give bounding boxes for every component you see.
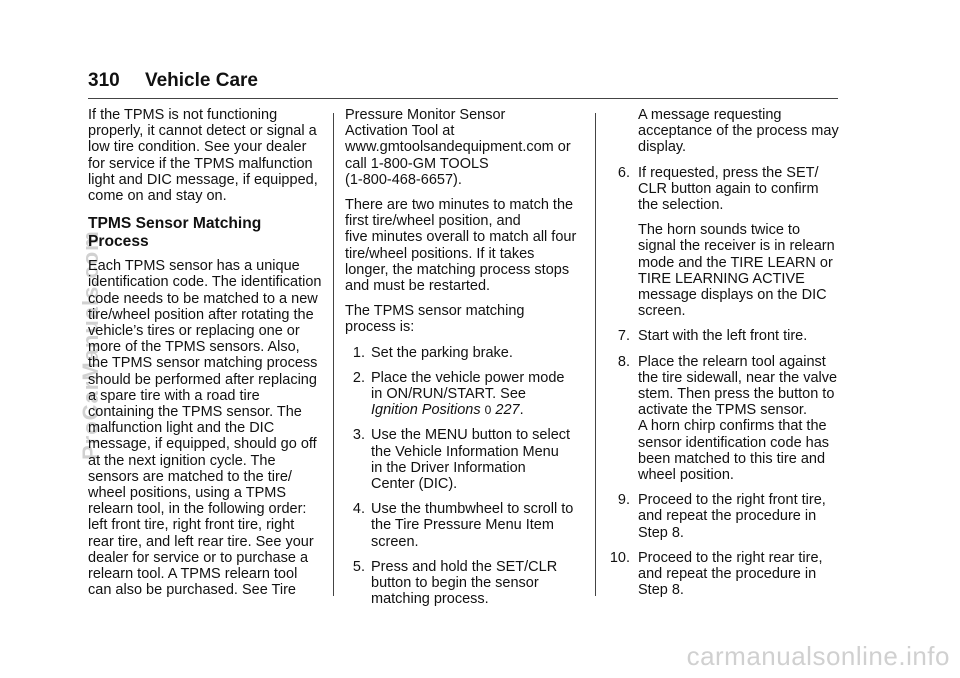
step-item xyxy=(608,328,844,344)
text-line: the TPMS sensor matching process xyxy=(88,355,318,372)
step-text: Use the MENU button to select xyxy=(371,427,571,444)
cross-reference-link[interactable]: Ignition Positions xyxy=(371,402,481,419)
column-divider xyxy=(595,113,596,596)
step-text: Step 8. xyxy=(638,524,684,541)
text-line: (1-800-468-6657). xyxy=(345,171,462,188)
header-rule xyxy=(88,98,838,99)
text-line: Activation Tool at xyxy=(345,123,455,140)
url-text: www.gmtoolsandequipment.com or xyxy=(345,139,571,156)
text-line: malfunction light and the DIC xyxy=(88,420,275,437)
step-text: Set the parking brake. xyxy=(371,344,513,361)
step-text: Center (DIC). xyxy=(371,476,458,493)
paragraph xyxy=(345,107,585,188)
step-note xyxy=(608,222,844,319)
text-line: properly, it cannot detect or signal a xyxy=(88,123,317,140)
text-line: containing the TPMS sensor. The xyxy=(88,404,302,421)
text-line: The horn sounds twice to xyxy=(638,222,801,239)
text-line: rear tire, and left rear tire. See your xyxy=(88,533,314,550)
text-line: acceptance of the process may xyxy=(638,123,839,140)
column-divider xyxy=(333,113,334,596)
step-text: Step 8. xyxy=(638,582,684,599)
text-line: sensors are matched to the tire/ xyxy=(88,468,292,485)
step-text: Place the relearn tool against xyxy=(638,353,826,370)
text-line: There are two minutes to match the xyxy=(345,197,574,214)
text-line: TIRE LEARNING ACTIVE xyxy=(638,270,805,287)
step-number: 9. xyxy=(617,492,630,509)
step-item xyxy=(608,550,844,599)
text-line: five minutes overall to match all four xyxy=(345,229,577,246)
text-line: display. xyxy=(638,139,687,156)
text-line: longer, the matching process stops xyxy=(345,261,570,278)
text-line: dealer for service or to purchase a xyxy=(88,549,309,566)
section-heading xyxy=(88,215,323,251)
step-text: activate the TPMS sensor. xyxy=(638,402,807,419)
step-item xyxy=(608,492,844,541)
text-line: for service if the TPMS malfunction xyxy=(88,155,313,172)
page-number: 310 xyxy=(88,70,120,91)
step-text: and repeat the procedure in xyxy=(638,508,817,525)
step-text: Press and hold the SET/CLR xyxy=(371,558,558,575)
step-item xyxy=(345,501,585,550)
text-line: A message requesting xyxy=(638,107,782,123)
step-item xyxy=(608,165,844,214)
step-item xyxy=(345,345,585,361)
page-header xyxy=(88,70,258,92)
step-text: in ON/RUN/START. See xyxy=(371,386,526,403)
step-text: the selection. xyxy=(638,197,724,214)
text-line: screen. xyxy=(638,303,686,320)
step-number: 1. xyxy=(352,344,365,361)
step-text: Place the vehicle power mode xyxy=(371,369,565,386)
step-text: wheel position. xyxy=(638,467,734,484)
step-text: been matched to this tire and xyxy=(638,450,826,467)
text-line: can also be purchased. See Tire xyxy=(88,582,296,599)
footer-watermark: carmanualsonline.info xyxy=(686,641,950,671)
step-text: matching process. xyxy=(371,591,489,608)
text-line: message displays on the DIC xyxy=(638,287,827,304)
step-number: 2. xyxy=(352,369,365,386)
step-number: 7. xyxy=(617,328,630,345)
step-text: Start with the left front tire. xyxy=(638,328,808,345)
paragraph xyxy=(345,303,585,335)
paragraph xyxy=(88,107,323,204)
text-line: first tire/wheel position, and xyxy=(345,213,521,230)
page-ref-arrow-icon: 0 xyxy=(484,403,492,418)
text-line: wheel positions, using a TPMS xyxy=(88,485,287,502)
text-line: Pressure Monitor Sensor xyxy=(345,107,506,123)
step-text: the Tire Pressure Menu Item xyxy=(371,517,554,534)
step-text: Proceed to the right rear tire, xyxy=(638,549,823,566)
text-line: tire/wheel position after rotating the xyxy=(88,306,314,323)
step-text: sensor identification code has xyxy=(638,434,830,451)
page-ref-number[interactable]: 227 xyxy=(495,402,520,419)
text-line: should be performed after replacing xyxy=(88,371,317,388)
step-item xyxy=(608,354,844,484)
text-line: at the next ignition cycle. The xyxy=(88,452,276,469)
step-number: 5. xyxy=(352,558,365,575)
text-line: relearn tool, in the following order: xyxy=(88,501,307,518)
step-number: 8. xyxy=(617,353,630,370)
text-line: identification code. The identification xyxy=(88,274,322,291)
step-text: stem. Then press the button to xyxy=(638,386,835,403)
text-line: If the TPMS is not functioning xyxy=(88,107,278,123)
step-text: the Vehicle Information Menu xyxy=(371,443,559,460)
text-line: and must be restarted. xyxy=(345,278,491,295)
text-line: Each TPMS sensor has a unique xyxy=(88,258,300,275)
text-line: vehicle’s tires or replacing one or xyxy=(88,323,300,340)
step-text: the tire sidewall, near the valve xyxy=(638,369,838,386)
text-line: left front tire, right front tire, right xyxy=(88,517,295,534)
step-text: A horn chirp confirms that the xyxy=(638,418,827,435)
step-item xyxy=(345,559,585,608)
text-line: more of the TPMS sensors. Also, xyxy=(88,339,300,356)
step-number: 6. xyxy=(617,164,630,181)
step-text: If requested, press the SET/ xyxy=(638,164,819,181)
heading-line: TPMS Sensor Matching xyxy=(88,215,262,233)
text-line: message, if equipped, should go off xyxy=(88,436,317,453)
text-line: low tire condition. See your dealer xyxy=(88,139,307,156)
step-text: CLR button again to confirm xyxy=(638,180,819,197)
step-text: and repeat the procedure in xyxy=(638,566,817,583)
text-line: signal the receiver is in relearn xyxy=(638,238,835,255)
step-text: Use the thumbwheel to scroll to xyxy=(371,501,574,518)
column-3 xyxy=(608,107,844,598)
ref-end: . xyxy=(519,402,524,419)
text-line: call 1-800-GM TOOLS xyxy=(345,155,489,172)
text-line: come on and stay on. xyxy=(88,188,227,205)
paragraph xyxy=(88,258,323,598)
text-line: relearn tool. A TPMS relearn tool xyxy=(88,566,298,583)
side-watermark: ProCarManuals.com xyxy=(78,230,103,460)
step-item xyxy=(345,427,585,492)
step-text: button to begin the sensor xyxy=(371,575,539,592)
text-line: tire/wheel positions. If it takes xyxy=(345,245,535,262)
step-number: 3. xyxy=(352,427,365,444)
step-text: screen. xyxy=(371,533,419,550)
step-item xyxy=(345,370,585,419)
text-line: light and DIC message, if equipped, xyxy=(88,171,318,188)
heading-line: Process xyxy=(88,233,149,251)
paragraph xyxy=(608,107,844,156)
paragraph xyxy=(345,197,585,294)
text-line: mode and the TIRE LEARN or xyxy=(638,254,833,271)
step-number: 4. xyxy=(352,501,365,518)
step-text: in the Driver Information xyxy=(371,459,526,476)
text-line: code needs to be matched to a new xyxy=(88,290,318,307)
column-2 xyxy=(345,107,585,607)
text-line: a spare tire with a road tire xyxy=(88,387,260,404)
text-line: process is: xyxy=(345,319,415,336)
step-number: 10. xyxy=(609,549,630,566)
text-line: The TPMS sensor matching xyxy=(345,303,525,320)
step-text: Proceed to the right front tire, xyxy=(638,492,826,509)
column-1 xyxy=(88,107,323,598)
section-title: Vehicle Care xyxy=(144,70,259,91)
